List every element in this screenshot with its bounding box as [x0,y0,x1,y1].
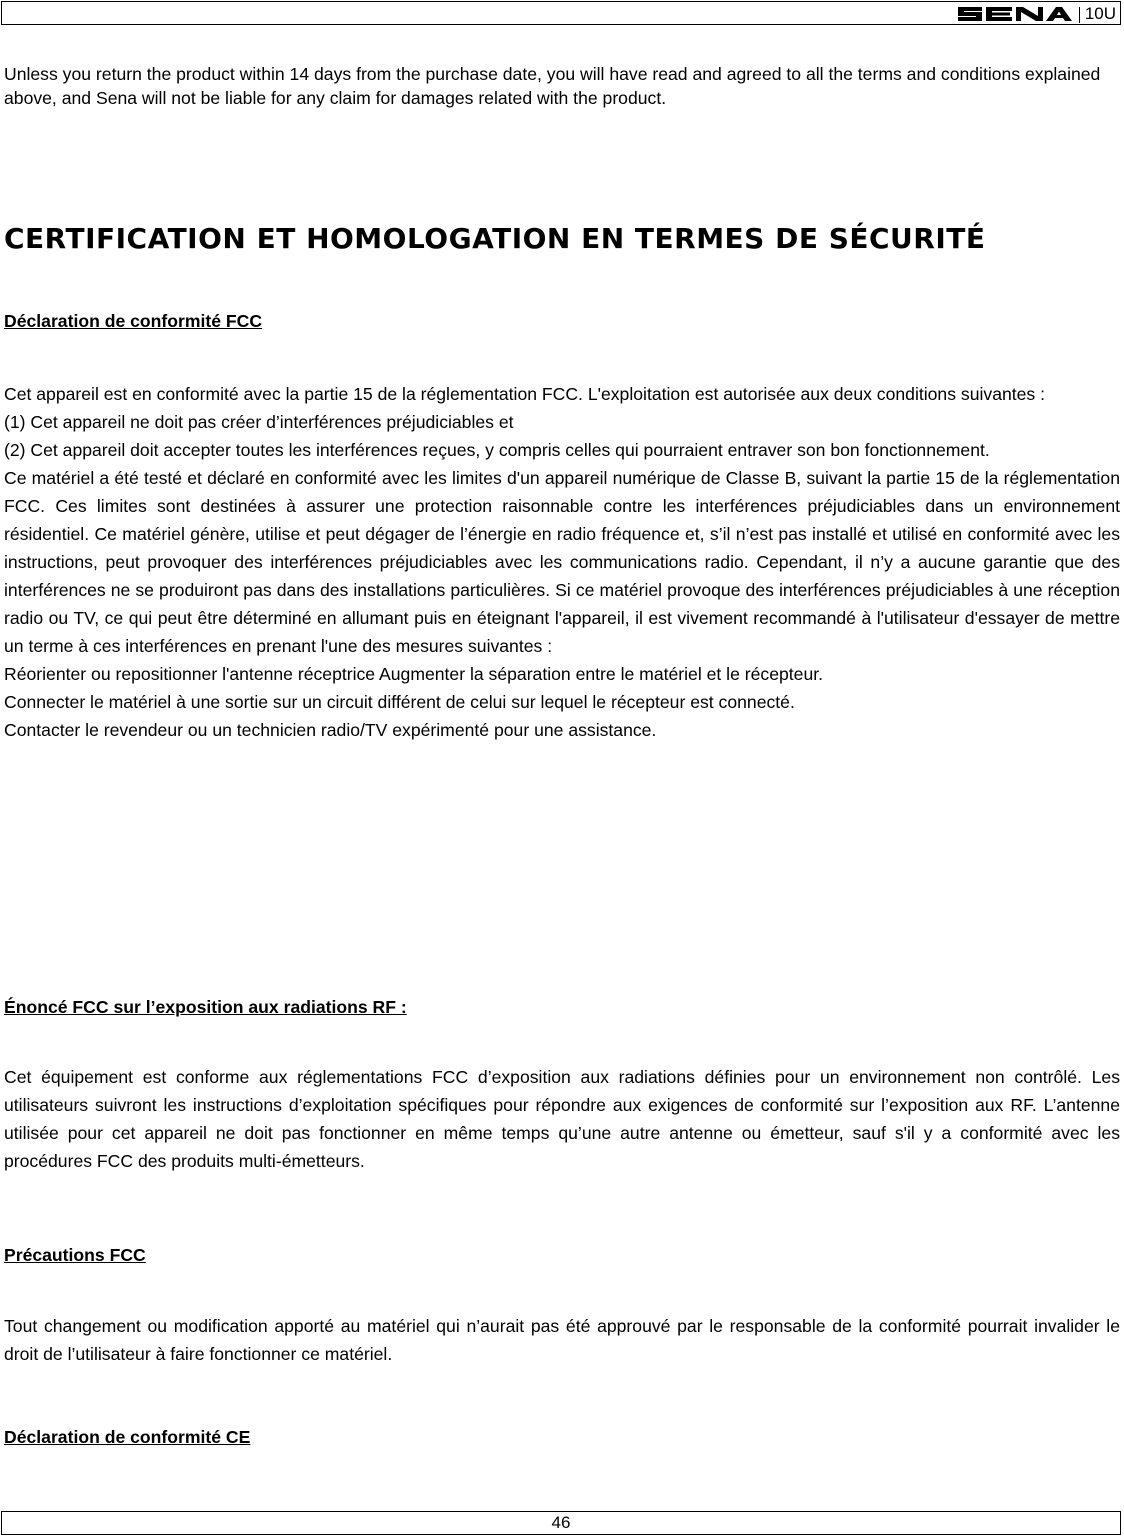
sena-logo-mark [956,4,1074,24]
rf-exposure-body [4,1063,1120,1175]
page-number: 46 [551,1513,571,1532]
fcc-condition-2: (2) Cet appareil doit accepter toutes les interférences reçues, y compris celles qui pourraient entraver son bon fonctionnement. [4,440,990,460]
fcc-measure-3: Contacter le revendeur ou un technicien radio/TV expérimenté pour une assistance. [4,720,657,740]
intro-block [4,62,1120,110]
section-title-rf-exposure: Énoncé FCC sur l’exposition aux radiations RF : [4,997,407,1017]
fcc-condition-1: (1) Cet appareil ne doit pas créer d’interférences préjudiciables et [4,412,514,432]
section-title-ce-conformity: Déclaration de conformité CE [4,1427,251,1447]
fcc-measure-2: Connecter le matériel à une sortie sur un circuit différent de celui sur lequel le récepteur est connecté. [4,692,795,712]
model-label [1079,3,1116,25]
fcc-para-conditions: Cet appareil est en conformité avec la partie 15 de la réglementation FCC. L'exploitation est autorisée aux deux conditions suivantes : [4,384,1046,404]
fcc-conformity-body [4,380,1120,744]
fcc-measure-1: Réorienter ou repositionner l'antenne réceptrice Augmenter la séparation entre le matériel et le récepteur. [4,664,824,684]
fcc-para-class-b: Ce matériel a été testé et déclaré en conformité avec les limites d'un appareil numérique de Classe B, suivant la partie 15 de la réglementation FCC. Ces limites sont destinées à assurer une protection raisonnable contre les interférences préjudiciables dans un environnement résidentiel. Ce matériel génère, utilise et peut dégager de l’énergie en radio fréquence et, s’il n’est pas installé et utilisé en conformité avec les instructions, peut provoquer des interférences préjudiciables avec les communications radio. Cependant, il n’y a aucune garantie que des interférences ne se produiront pas dans des installations particulières. Si ce matériel provoque des interférences préjudiciables à une réception radio ou TV, ce qui peut être déterminé en allumant puis en éteignant l'appareil, il est vivement recommandé à l'utilisateur d'essayer de mettre un terme à ces interférences en prenant l'une des mesures suivantes : [4,468,1120,656]
section-title-fcc-conformity: Déclaration de conformité FCC [4,311,263,331]
intro-paragraph: Unless you return the product within 14 days from the purchase date, you will have read and agreed to all the terms and conditions explained above, and Sena will not be liable for any claim for damages related with the product. [4,64,1101,108]
rf-exposure-paragraph: Cet équipement est conforme aux réglementations FCC d’exposition aux radiations définies pour un environnement non contrôlé. Les utilisateurs suivront les instructions d’exploitation spécifiques pour répondre aux exigences de conformité sur l’exposition aux RF. L’antenne utilisée pour cet appareil ne doit pas fonctionner en même temps qu’une autre antenne ou émetteur, sauf s'il y a conformité avec les procédures FCC des produits multi-émetteurs. [4,1067,1120,1171]
section-title-fcc-precautions: Précautions FCC [4,1245,146,1265]
fcc-precautions-body [4,1312,1120,1368]
page-header [1,1,1121,25]
fcc-precautions-paragraph: Tout changement ou modification apporté au matériel qui n’aurait pas été approuvé par le responsable de la conformité pourrait invalider le droit de l’utilisateur à faire fonctionner ce matériel. [4,1316,1120,1364]
page-footer [1,1511,1121,1535]
page-title: CERTIFICATION ET HOMOLOGATION EN TERMES DE SÉCURITÉ [4,222,986,255]
header-separator [1079,7,1080,23]
model-name: 10U [1084,4,1116,23]
sena-logo [956,3,1074,25]
